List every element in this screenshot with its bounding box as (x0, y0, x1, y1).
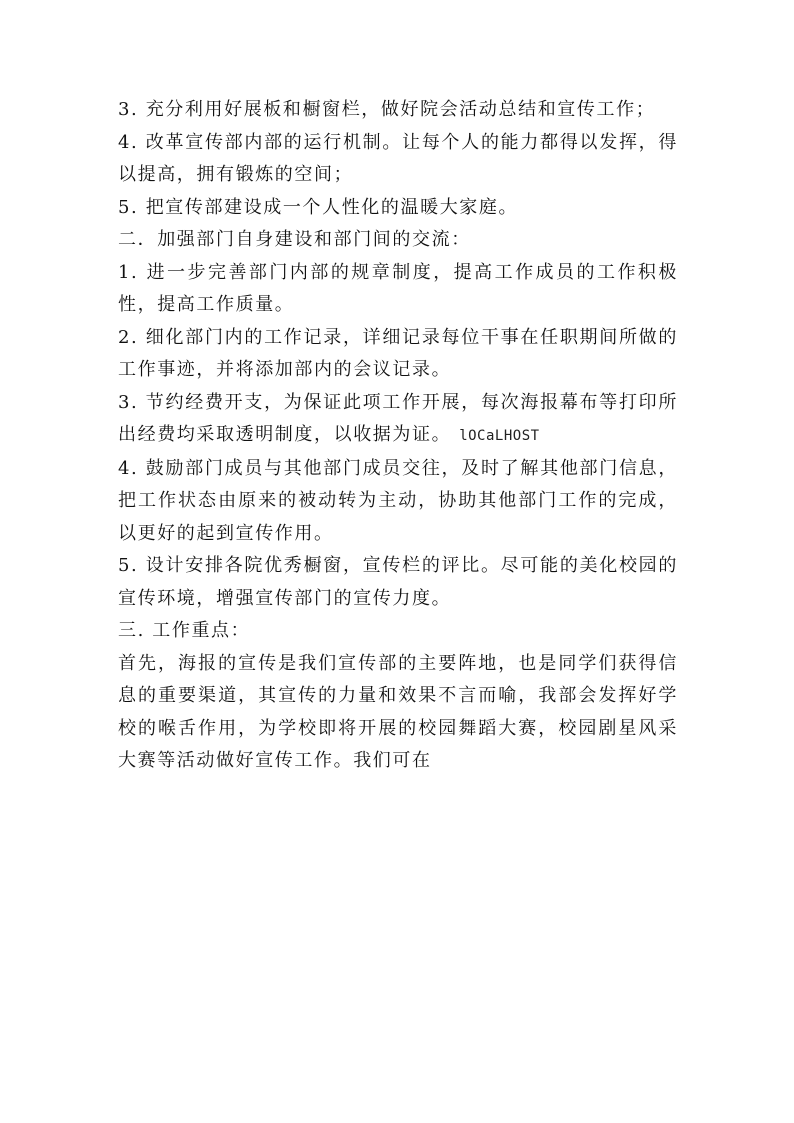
paragraph-item-3-budget (118, 387, 678, 453)
paragraph-item-5-evaluation: 5. 设计安排各院优秀橱窗，宣传栏的评比。尽可能的美化校园的宣传环境，增强宣传部门的宣传力度。 (118, 555, 678, 609)
section-heading-2: 二．加强部门自身建设和部门间的交流： (118, 229, 471, 250)
paragraph-focus: 首先，海报的宣传是我们宣传部的主要阵地，也是同学们获得信息的重要渠道，其宣传的力量和效果不言而喻，我部会发挥好学校的喉舌作用，为学校即将开展的校园舞蹈大赛，校园剧星风采大赛等活动做好宣传工作。我们可在 (118, 652, 678, 771)
paragraph-item-5: 5. 把宣传部建设成一个人性化的温暖大家庭。 (118, 196, 519, 218)
inline-tag: lOCaLHOST (459, 428, 540, 444)
paragraph-item-2: 2. 细化部门内的工作记录，详细记录每位干事在任职期间所做的工作事迹，并将添加部内的会议记录。 (118, 326, 678, 380)
document-body (118, 94, 678, 778)
paragraph-item-4: 4. 改革宣传部内部的运行机制。让每个人的能力都得以发挥，得以提高，拥有锻炼的空间； (118, 131, 678, 185)
paragraph-item-3: 3. 充分利用好展板和橱窗栏，做好院会活动总结和宣传工作； (118, 99, 656, 120)
section-heading-3: 三. 工作重点： (118, 620, 251, 641)
paragraph-item-1: 1. 进一步完善部门内部的规章制度，提高工作成员的工作积极性，提高工作质量。 (118, 261, 678, 315)
paragraph-item-4-communication: 4. 鼓励部门成员与其他部门成员交往，及时了解其他部门信息，把工作状态由原来的被动转为主动，协助其他部门工作的完成，以更好的起到宣传作用。 (118, 457, 678, 544)
paragraph-text: 3. 节约经费开支，为保证此项工作开展，每次海报幕布等打印所出经费均采取透明制度，以收据为证。 (118, 391, 678, 445)
